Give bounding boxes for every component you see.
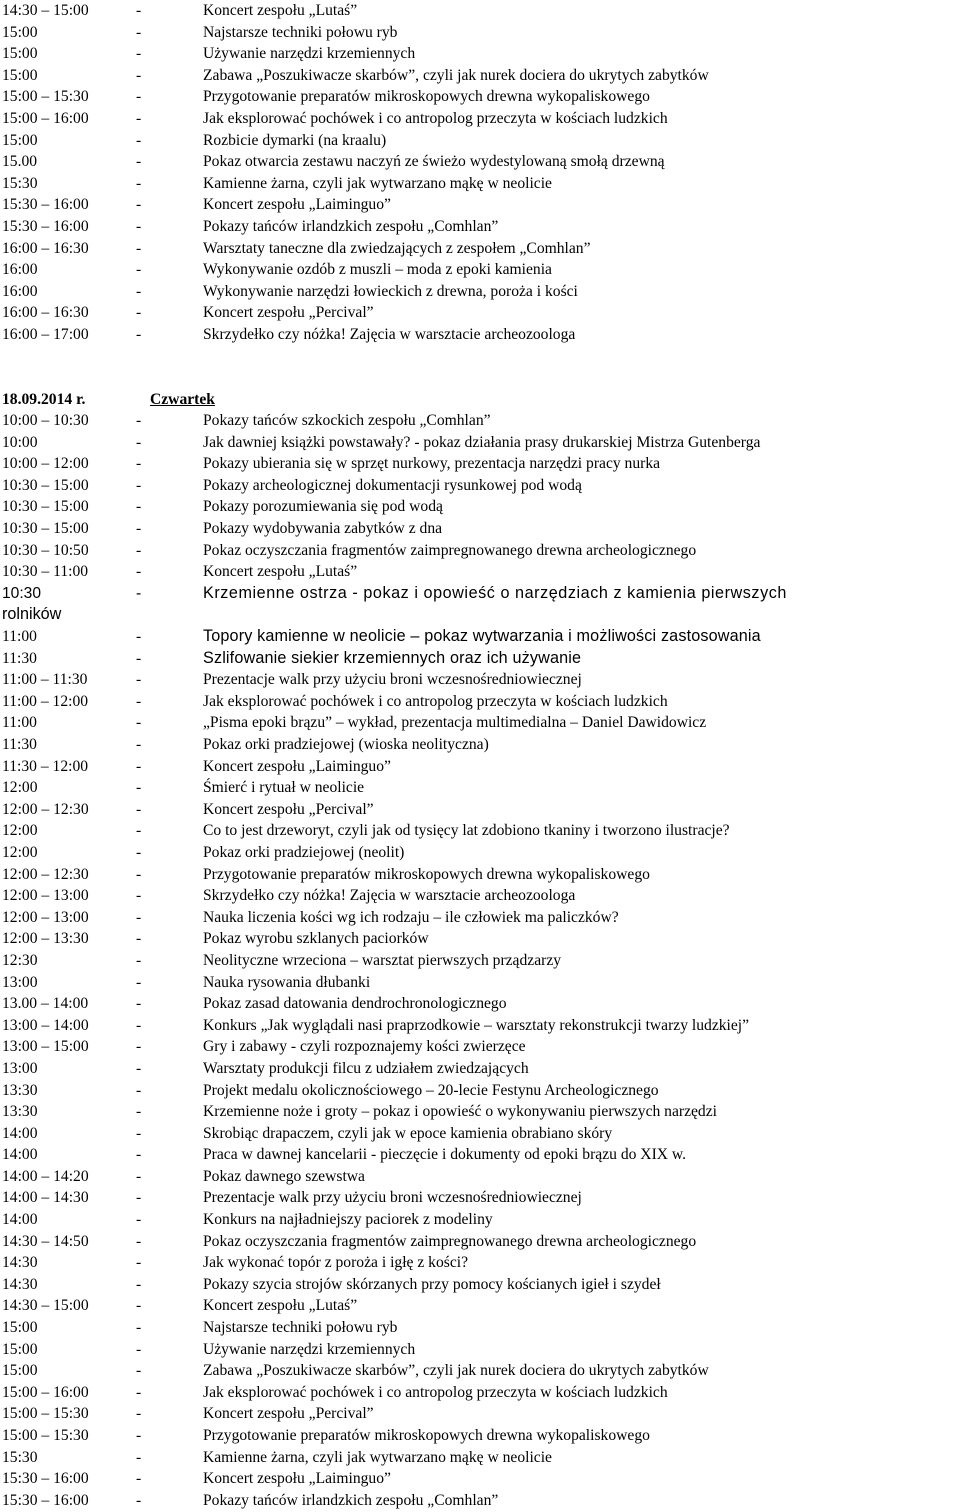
event-time: 10:00 – 12:00 [2, 455, 89, 473]
schedule-row [0, 302, 960, 324]
event-time: 13:00 [2, 1059, 38, 1077]
schedule-row [0, 885, 960, 907]
event-dash: - [136, 800, 142, 818]
event-description: Kamienne żarna, czyli jak wytwarzano mąkę w neolicie [203, 1448, 552, 1466]
event-time: 15:00 – 16:00 [2, 1383, 89, 1401]
event-description: Pokaz dawnego szewstwa [203, 1167, 365, 1185]
event-time: 14:00 [2, 1211, 38, 1229]
event-time: 12:30 [2, 951, 38, 969]
schedule-row [0, 1123, 960, 1145]
event-description: Koncert zespołu „Laiminguo” [203, 1470, 391, 1488]
event-dash: - [136, 930, 142, 948]
event-dash: - [136, 757, 142, 775]
event-time: 15:00 [2, 1362, 38, 1380]
event-description: Pokaz wyrobu szklanych paciorków [203, 930, 429, 948]
event-description: Rozbicie dymarki (na kraalu) [203, 131, 387, 149]
schedule-row [0, 108, 960, 130]
event-description: Pokaz orki pradziejowej (wioska neolityczna) [203, 736, 489, 753]
schedule-row [0, 324, 960, 346]
event-description: Prezentacje walk przy użyciu broni wczesnośredniowiecznej [203, 671, 582, 689]
event-dash: - [136, 973, 142, 991]
event-description: Wykonywanie ozdób z muszli – moda z epoki kamienia [203, 261, 552, 279]
event-dash: - [136, 541, 142, 559]
event-time: 15:00 [2, 1340, 38, 1358]
event-description: Topory kamienne w neolicie – pokaz wytwarzania i możliwości zastosowania [203, 627, 761, 646]
event-dash: - [136, 23, 142, 41]
event-dash: - [136, 2, 142, 19]
event-description: Praca w dawnej kancelarii - pieczęcie i dokumenty od epoki brązu do XIX w. [203, 1146, 687, 1164]
schedule-row [0, 281, 960, 303]
event-description: Używanie narzędzi krzemiennych [203, 1340, 416, 1358]
event-description: Kamienne żarna, czyli jak wytwarzano mąkę w neolicie [203, 174, 552, 192]
day-header [0, 389, 960, 411]
schedule-row [0, 734, 960, 756]
event-time: 10:30 – 15:00 [2, 520, 89, 538]
schedule-row [0, 1317, 960, 1339]
schedule-row [0, 65, 960, 87]
event-time: 15:00 [2, 1319, 38, 1337]
schedule-row [0, 777, 960, 799]
event-description: Szlifowanie siekier krzemiennych oraz ich używanie [203, 648, 582, 667]
schedule-row [0, 1144, 960, 1166]
schedule-row [0, 173, 960, 195]
schedule-row [0, 130, 960, 152]
schedule-row [0, 1274, 960, 1296]
event-time: 10:30 – 10:50 [2, 541, 89, 559]
schedule-row [0, 972, 960, 994]
event-description: Pokazy szycia strojów skórzanych przy pomocy kościanych igieł i szydeł [203, 1275, 661, 1293]
schedule-row-continuation [0, 604, 960, 626]
event-time: 16:00 – 16:30 [2, 304, 89, 322]
event-dash: - [136, 88, 142, 106]
event-description: Zabawa „Poszukiwacze skarbów”, czyli jak nurek dociera do ukrytych zabytków [203, 1362, 709, 1380]
event-description: Przygotowanie preparatów mikroskopowych drewna wykopaliskowego [203, 88, 650, 106]
event-dash: - [136, 325, 142, 343]
event-dash: - [136, 196, 142, 214]
schedule-row [0, 864, 960, 886]
event-time: 12:00 [2, 779, 38, 797]
event-description: Pokazy archeologicznej dokumentacji rysunkowej pod wodą [203, 476, 582, 494]
event-time: 16:00 – 16:30 [2, 239, 89, 257]
event-time: 15:30 – 16:00 [2, 217, 89, 235]
event-time: 11:30 – 12:00 [2, 757, 89, 775]
event-description: Koncert zespołu „Laiminguo” [203, 757, 391, 775]
event-dash: - [136, 1427, 142, 1444]
event-description: Krzemienne noże i groty – pokaz i opowieść o wykonywaniu pierwszych narzędzi [203, 1103, 717, 1121]
event-description: Nauka liczenia kości wg ich rodzaju – ile człowiek ma paliczków? [203, 908, 619, 926]
event-time: 14:00 – 14:30 [2, 1189, 89, 1207]
event-time: 11:00 – 12:00 [2, 692, 89, 710]
event-description: Pokaz oczyszczania fragmentów zaimpregnowanego drewna archeologicznego [203, 541, 697, 559]
event-time: 13:00 – 15:00 [2, 1038, 89, 1056]
event-time: 10:00 [2, 433, 38, 451]
event-time: 12:00 – 12:30 [2, 800, 89, 818]
event-dash: - [136, 1319, 142, 1337]
event-time: 13:00 [2, 973, 38, 991]
event-description: Prezentacje walk przy użyciu broni wczesnośredniowiecznej [203, 1189, 582, 1207]
event-dash: - [136, 736, 142, 753]
event-time: 15:00 [2, 23, 38, 41]
schedule-section-thursday-a [0, 410, 960, 583]
event-time: 15:00 [2, 66, 38, 84]
event-description: Pokazy porozumiewania się pod wodą [203, 498, 443, 516]
event-dash: - [136, 1038, 142, 1056]
schedule-row [0, 1015, 960, 1037]
schedule-row [0, 1101, 960, 1123]
schedule-row [0, 151, 960, 173]
event-description: „Pisma epoki brązu” – wykład, prezentacja multimedialna – Daniel Dawidowicz [203, 714, 707, 732]
event-dash: - [136, 217, 142, 235]
event-time: 14:30 [2, 1254, 38, 1272]
event-description: Śmierć i rytuał w neolicie [203, 779, 365, 797]
event-dash: - [136, 153, 142, 171]
event-description: Zabawa „Poszukiwacze skarbów”, czyli jak nurek dociera do ukrytych zabytków [203, 66, 709, 84]
event-dash: - [136, 649, 142, 667]
schedule-row [0, 194, 960, 216]
schedule-row [0, 1490, 960, 1512]
event-dash: - [136, 1124, 142, 1142]
schedule-row [0, 1036, 960, 1058]
schedule-row [0, 669, 960, 691]
event-time: 13:30 [2, 1081, 38, 1099]
event-dash: - [136, 1211, 142, 1229]
event-description: Skrobiąc drapaczem, czyli jak w epoce kamienia obrabiano skóry [203, 1124, 613, 1142]
event-dash: - [136, 45, 142, 63]
event-description: Pokazy tańców irlandzkich zespołu „Comhlan” [203, 1491, 499, 1509]
event-time: 13:00 – 14:00 [2, 1016, 89, 1034]
event-time: 12:00 – 13:00 [2, 908, 89, 926]
event-time: 15:00 – 15:30 [2, 88, 89, 106]
event-description: Warsztaty taneczne dla zwiedzających z zespołem „Comhlan” [203, 239, 591, 257]
event-dash: - [136, 1383, 142, 1401]
schedule-row [0, 518, 960, 540]
event-dash: - [136, 584, 142, 602]
event-time: 11:00 – 11:30 [2, 671, 88, 689]
event-dash: - [136, 1232, 142, 1250]
event-description: Koncert zespołu „Percival” [203, 800, 374, 818]
schedule-row [0, 1425, 960, 1447]
schedule-row-special-2 [0, 626, 960, 648]
event-dash: - [136, 995, 142, 1013]
event-dash: - [136, 908, 142, 926]
event-time: 12:00 – 13:00 [2, 887, 89, 905]
event-time: 15:30 – 16:00 [2, 196, 89, 214]
event-description: Pokazy tańców szkockich zespołu „Comhlan” [203, 412, 491, 430]
event-time: 13:30 [2, 1103, 38, 1121]
event-time: 14:00 [2, 1124, 38, 1142]
schedule-row [0, 1252, 960, 1274]
schedule-row [0, 712, 960, 734]
event-description: Pokazy wydobywania zabytków z dna [203, 520, 443, 538]
schedule-row [0, 1403, 960, 1425]
event-time: 15:00 [2, 131, 38, 149]
event-dash: - [136, 843, 142, 861]
event-description: Koncert zespołu „Lutaś” [203, 2, 358, 19]
event-description: Koncert zespołu „Percival” [203, 304, 374, 322]
event-time: 11:00 [2, 714, 37, 732]
schedule-row [0, 43, 960, 65]
event-time: 15:00 – 15:30 [2, 1405, 89, 1423]
schedule-row [0, 842, 960, 864]
event-description: Jak dawniej książki powstawały? - pokaz działania prasy drukarskiej Mistrza Gutenberga [203, 433, 761, 451]
schedule-row [0, 259, 960, 281]
event-dash: - [136, 239, 142, 257]
event-description: Pokazy ubierania się w sprzęt nurkowy, prezentacja narzędzi pracy nurka [203, 455, 661, 473]
event-time: 14:00 [2, 1146, 38, 1164]
event-dash: - [136, 563, 142, 581]
event-time: 10:30 – 15:00 [2, 476, 89, 494]
schedule-row [0, 1295, 960, 1317]
schedule-row [0, 1187, 960, 1209]
schedule-row [0, 1209, 960, 1231]
schedule-row [0, 86, 960, 108]
event-dash: - [136, 628, 142, 646]
event-description: Koncert zespołu „Lutaś” [203, 1297, 358, 1315]
event-time: 14:30 – 14:50 [2, 1232, 89, 1250]
day-name: Czwartek [150, 390, 215, 408]
event-dash: - [136, 1297, 142, 1315]
event-dash: - [136, 304, 142, 322]
event-description: Neolityczne wrzeciona – warsztat pierwszych prządzarzy [203, 951, 562, 969]
schedule-row [0, 1468, 960, 1490]
event-dash: - [136, 714, 142, 732]
schedule-row [0, 820, 960, 842]
event-description: Najstarsze techniki połowu ryb [203, 23, 398, 41]
event-description: Najstarsze techniki połowu ryb [203, 1319, 398, 1337]
schedule-row-special-3 [0, 648, 960, 670]
schedule-section-previous-day [0, 0, 960, 346]
event-description: Krzemienne ostrza - pokaz i opowieść o narzędziach z kamienia pierwszych [203, 583, 787, 602]
event-time: 15:30 – 16:00 [2, 1470, 89, 1488]
event-description: Pokaz zasad datowania dendrochronologicznego [203, 995, 507, 1013]
event-description: Konkurs „Jak wyglądali nasi praprzodkowie – warsztaty rekonstrukcji twarzy ludzkiej” [203, 1016, 750, 1034]
event-description: Koncert zespołu „Laiminguo” [203, 196, 391, 214]
event-dash: - [136, 1016, 142, 1034]
event-description: Warsztaty produkcji filcu z udziałem zwiedzających [203, 1059, 529, 1077]
event-dash: - [136, 455, 142, 473]
event-description: Jak eksplorować pochówek i co antropolog przeczyta w kościach ludzkich [203, 109, 668, 127]
event-time: 13.00 – 14:00 [2, 995, 89, 1013]
schedule-row [0, 1058, 960, 1080]
schedule-row [0, 216, 960, 238]
event-dash: - [136, 951, 142, 969]
event-description: Pokaz oczyszczania fragmentów zaimpregnowanego drewna archeologicznego [203, 1232, 697, 1250]
schedule-section-thursday-b [0, 669, 960, 1511]
schedule-row [0, 950, 960, 972]
event-dash: - [136, 692, 142, 710]
event-time: 15:00 – 15:30 [2, 1427, 89, 1444]
event-time: 11:00 [2, 628, 37, 646]
event-dash: - [136, 1362, 142, 1380]
event-time: 15.00 [2, 153, 38, 171]
day-date: 18.09.2014 r. [2, 390, 86, 408]
event-dash: - [136, 1448, 142, 1466]
event-description: Skrzydełko czy nóżka! Zajęcia w warsztacie archeozoologa [203, 887, 576, 905]
event-dash: - [136, 109, 142, 127]
schedule-row [0, 475, 960, 497]
event-dash: - [136, 174, 142, 192]
event-dash: - [136, 1081, 142, 1099]
event-description: Koncert zespołu „Lutaś” [203, 563, 358, 581]
event-dash: - [136, 412, 142, 430]
schedule-row [0, 691, 960, 713]
schedule-row [0, 928, 960, 950]
event-time: 15:30 [2, 174, 38, 192]
event-description: Pokaz otwarcia zestawu naczyń ze świeżo wydestylowaną smołą drzewną [203, 153, 665, 171]
event-description: Pokazy tańców irlandzkich zespołu „Comhlan” [203, 217, 499, 235]
event-description: Nauka rysowania dłubanki [203, 973, 371, 991]
event-dash: - [136, 1059, 142, 1077]
event-dash: - [136, 822, 142, 840]
schedule-row [0, 453, 960, 475]
event-time: 14:30 [2, 1275, 38, 1293]
schedule-row [0, 1080, 960, 1102]
schedule-row-special [0, 583, 960, 605]
event-time: 16:00 – 17:00 [2, 325, 89, 343]
schedule-row [0, 22, 960, 44]
event-dash: - [136, 1254, 142, 1272]
event-time: 15:00 – 16:00 [2, 109, 89, 127]
event-time: 12:00 [2, 822, 38, 840]
schedule-row [0, 432, 960, 454]
schedule-row [0, 1382, 960, 1404]
event-description: Skrzydełko czy nóżka! Zajęcia w warsztacie archeozoologa [203, 325, 576, 343]
event-dash: - [136, 865, 142, 883]
schedule-row [0, 1360, 960, 1382]
event-description: Jak eksplorować pochówek i co antropolog przeczyta w kościach ludzkich [203, 692, 668, 710]
event-description: Projekt medalu okolicznościowego – 20-lecie Festynu Archeologicznego [203, 1081, 659, 1099]
event-dash: - [136, 520, 142, 538]
event-dash: - [136, 1146, 142, 1164]
schedule-row [0, 0, 960, 22]
event-dash: - [136, 131, 142, 149]
event-dash: - [136, 1405, 142, 1423]
event-description: Używanie narzędzi krzemiennych [203, 45, 416, 63]
event-dash: - [136, 66, 142, 84]
event-dash: - [136, 1103, 142, 1121]
event-time: 10:30 – 15:00 [2, 498, 89, 516]
schedule-row [0, 1447, 960, 1469]
event-dash: - [136, 887, 142, 905]
event-dash: - [136, 1189, 142, 1207]
event-time: 10:30 [2, 584, 42, 602]
event-dash: - [136, 1167, 142, 1185]
event-dash: - [136, 1275, 142, 1293]
schedule-row [0, 993, 960, 1015]
schedule-row [0, 496, 960, 518]
event-dash: - [136, 1470, 142, 1488]
event-time: 11:30 [2, 736, 37, 753]
event-description: Co to jest drzeworyt, czyli jak od tysięcy lat zdobiono tkaniny i tworzono ilustracje? [203, 822, 730, 840]
event-time: 10:00 – 10:30 [2, 412, 89, 430]
event-description: Konkurs na najładniejszy paciorek z modeliny [203, 1211, 493, 1229]
event-description: Przygotowanie preparatów mikroskopowych drewna wykopaliskowego [203, 1427, 650, 1444]
schedule-row [0, 540, 960, 562]
event-time: 11:30 [2, 649, 37, 667]
event-time: 12:00 – 13:30 [2, 930, 89, 948]
event-dash: - [136, 433, 142, 451]
event-time: 10:30 – 11:00 [2, 563, 89, 581]
event-time: 14:00 – 14:20 [2, 1167, 89, 1185]
event-time: 16:00 [2, 261, 38, 279]
schedule-row [0, 1231, 960, 1253]
schedule-row [0, 756, 960, 778]
schedule-row [0, 1339, 960, 1361]
event-dash: - [136, 261, 142, 279]
event-time: 14:30 – 15:00 [2, 2, 89, 19]
event-description: Koncert zespołu „Percival” [203, 1405, 374, 1423]
event-dash: - [136, 779, 142, 797]
event-dash: - [136, 498, 142, 516]
section-spacer [0, 346, 960, 389]
event-time: 15:30 [2, 1448, 38, 1466]
event-description: Gry i zabawy - czyli rozpoznajemy kości zwierzęce [203, 1038, 526, 1056]
event-description: Jak wykonać topór z poroża i igłę z kości? [203, 1254, 469, 1272]
schedule-row [0, 238, 960, 260]
schedule-row [0, 561, 960, 583]
event-dash: - [136, 476, 142, 494]
event-description: Pokaz orki pradziejowej (neolit) [203, 843, 405, 861]
schedule-row [0, 799, 960, 821]
event-dash: - [136, 1491, 142, 1509]
event-dash: - [136, 1340, 142, 1358]
event-time: 14:30 – 15:00 [2, 1297, 89, 1315]
schedule-row [0, 907, 960, 929]
event-description: Przygotowanie preparatów mikroskopowych drewna wykopaliskowego [203, 865, 650, 883]
event-description: Jak eksplorować pochówek i co antropolog przeczyta w kościach ludzkich [203, 1383, 668, 1401]
event-description-continuation: rolników [2, 605, 62, 624]
schedule-row [0, 1166, 960, 1188]
schedule-row [0, 410, 960, 432]
event-time: 12:00 [2, 843, 38, 861]
event-dash: - [136, 282, 142, 300]
event-time: 15:00 [2, 45, 38, 63]
event-description: Wykonywanie narzędzi łowieckich z drewna, poroża i kości [203, 282, 578, 300]
event-dash: - [136, 671, 142, 689]
event-time: 12:00 – 12:30 [2, 865, 89, 883]
event-time: 15:30 – 16:00 [2, 1491, 89, 1509]
event-time: 16:00 [2, 282, 38, 300]
